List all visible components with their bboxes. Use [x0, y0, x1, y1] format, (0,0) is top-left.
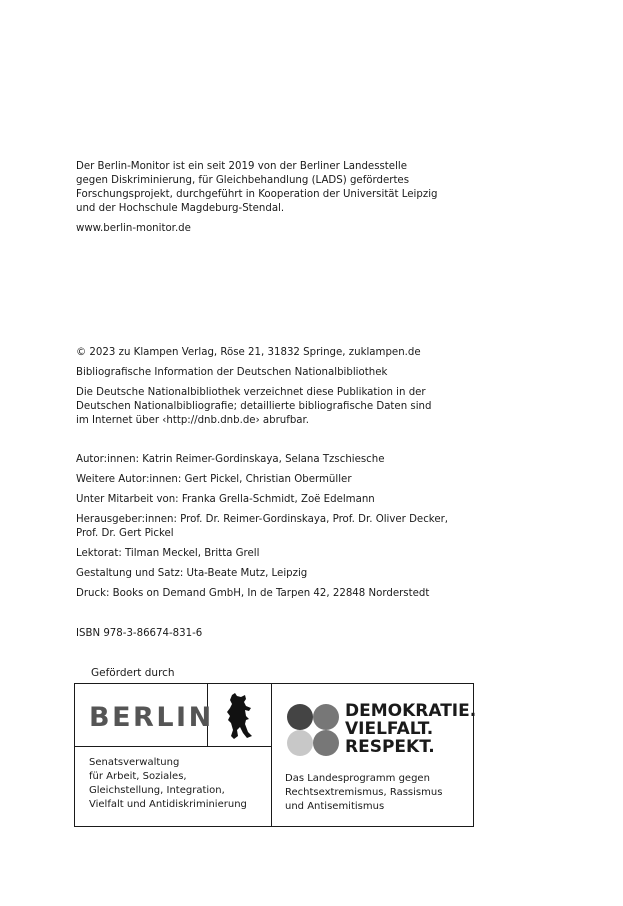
biblio-heading: Bibliografische Information der Deutschen Nationalbibliothek [76, 367, 388, 378]
intro-section [76, 160, 556, 236]
biblio-text: Die Deutsche Nationalbibliothek verzeichnet diese Publikation in der Deutschen Nationalbibliografie; detaillierte bibliografische Daten sind im Internet über ‹http://dnb.dnb.de› abrufbar. [76, 387, 432, 426]
intro-text: Der Berlin-Monitor ist ein seit 2019 von der Berliner Landesstelle gegen Diskriminierung, für Gleichbehandlung (LADS) gefördertes Forschungsprojekt, durchgeführt in Kooperation der Universität Leipzig und der Hochschule Magdeburg-Stendal. [76, 161, 438, 214]
copyright-line: © 2023 zu Klampen Verlag, Röse 21, 31832 Springe, zuklampen.de [76, 347, 421, 358]
isbn-line: ISBN 978-3-86674-831-6 [76, 628, 203, 639]
isbn-section [76, 627, 556, 641]
further-authors-line: Weitere Autor:innen: Gert Pickel, Christian Obermüller [76, 474, 352, 485]
landesprogramm-text: Das Landesprogramm gegen Rechtsextremismus, Rassismus und Antisemitismus [285, 773, 443, 812]
funding-logo-box [74, 683, 477, 827]
publisher-section [76, 346, 556, 428]
divider-horizontal [75, 746, 272, 747]
berlin-bear-icon [223, 692, 253, 740]
editing-line: Lektorat: Tilman Meckel, Britta Grell [76, 548, 260, 559]
authors-line: Autor:innen: Katrin Reimer-Gordinskaya, Selana Tzschiesche [76, 454, 385, 465]
demokratie-circles-icon [285, 702, 341, 758]
senat-text: Senatsverwaltung für Arbeit, Soziales, Gleichstellung, Integration, Vielfalt und Antidiskriminierung [89, 757, 247, 810]
website-link[interactable]: www.berlin-monitor.de [76, 223, 191, 234]
collaboration-line: Unter Mitarbeit von: Franka Grella-Schmidt, Zoë Edelmann [76, 494, 375, 505]
divider-vertical-main [271, 684, 272, 826]
design-line: Gestaltung und Satz: Uta-Beate Mutz, Leipzig [76, 568, 308, 579]
funded-by-label: Gefördert durch [91, 667, 175, 679]
demokratie-slogan: DEMOKRATIE. VIELFALT. RESPEKT. [345, 701, 477, 757]
credits-section [76, 453, 556, 601]
editors-line: Herausgeber:innen: Prof. Dr. Reimer-Gordinskaya, Prof. Dr. Oliver Decker, Prof. Dr. Gert Pickel [76, 514, 449, 539]
print-line: Druck: Books on Demand GmbH, In de Tarpen 42, 22848 Norderstedt [76, 588, 430, 599]
berlin-wordmark: BERLIN [89, 702, 214, 733]
